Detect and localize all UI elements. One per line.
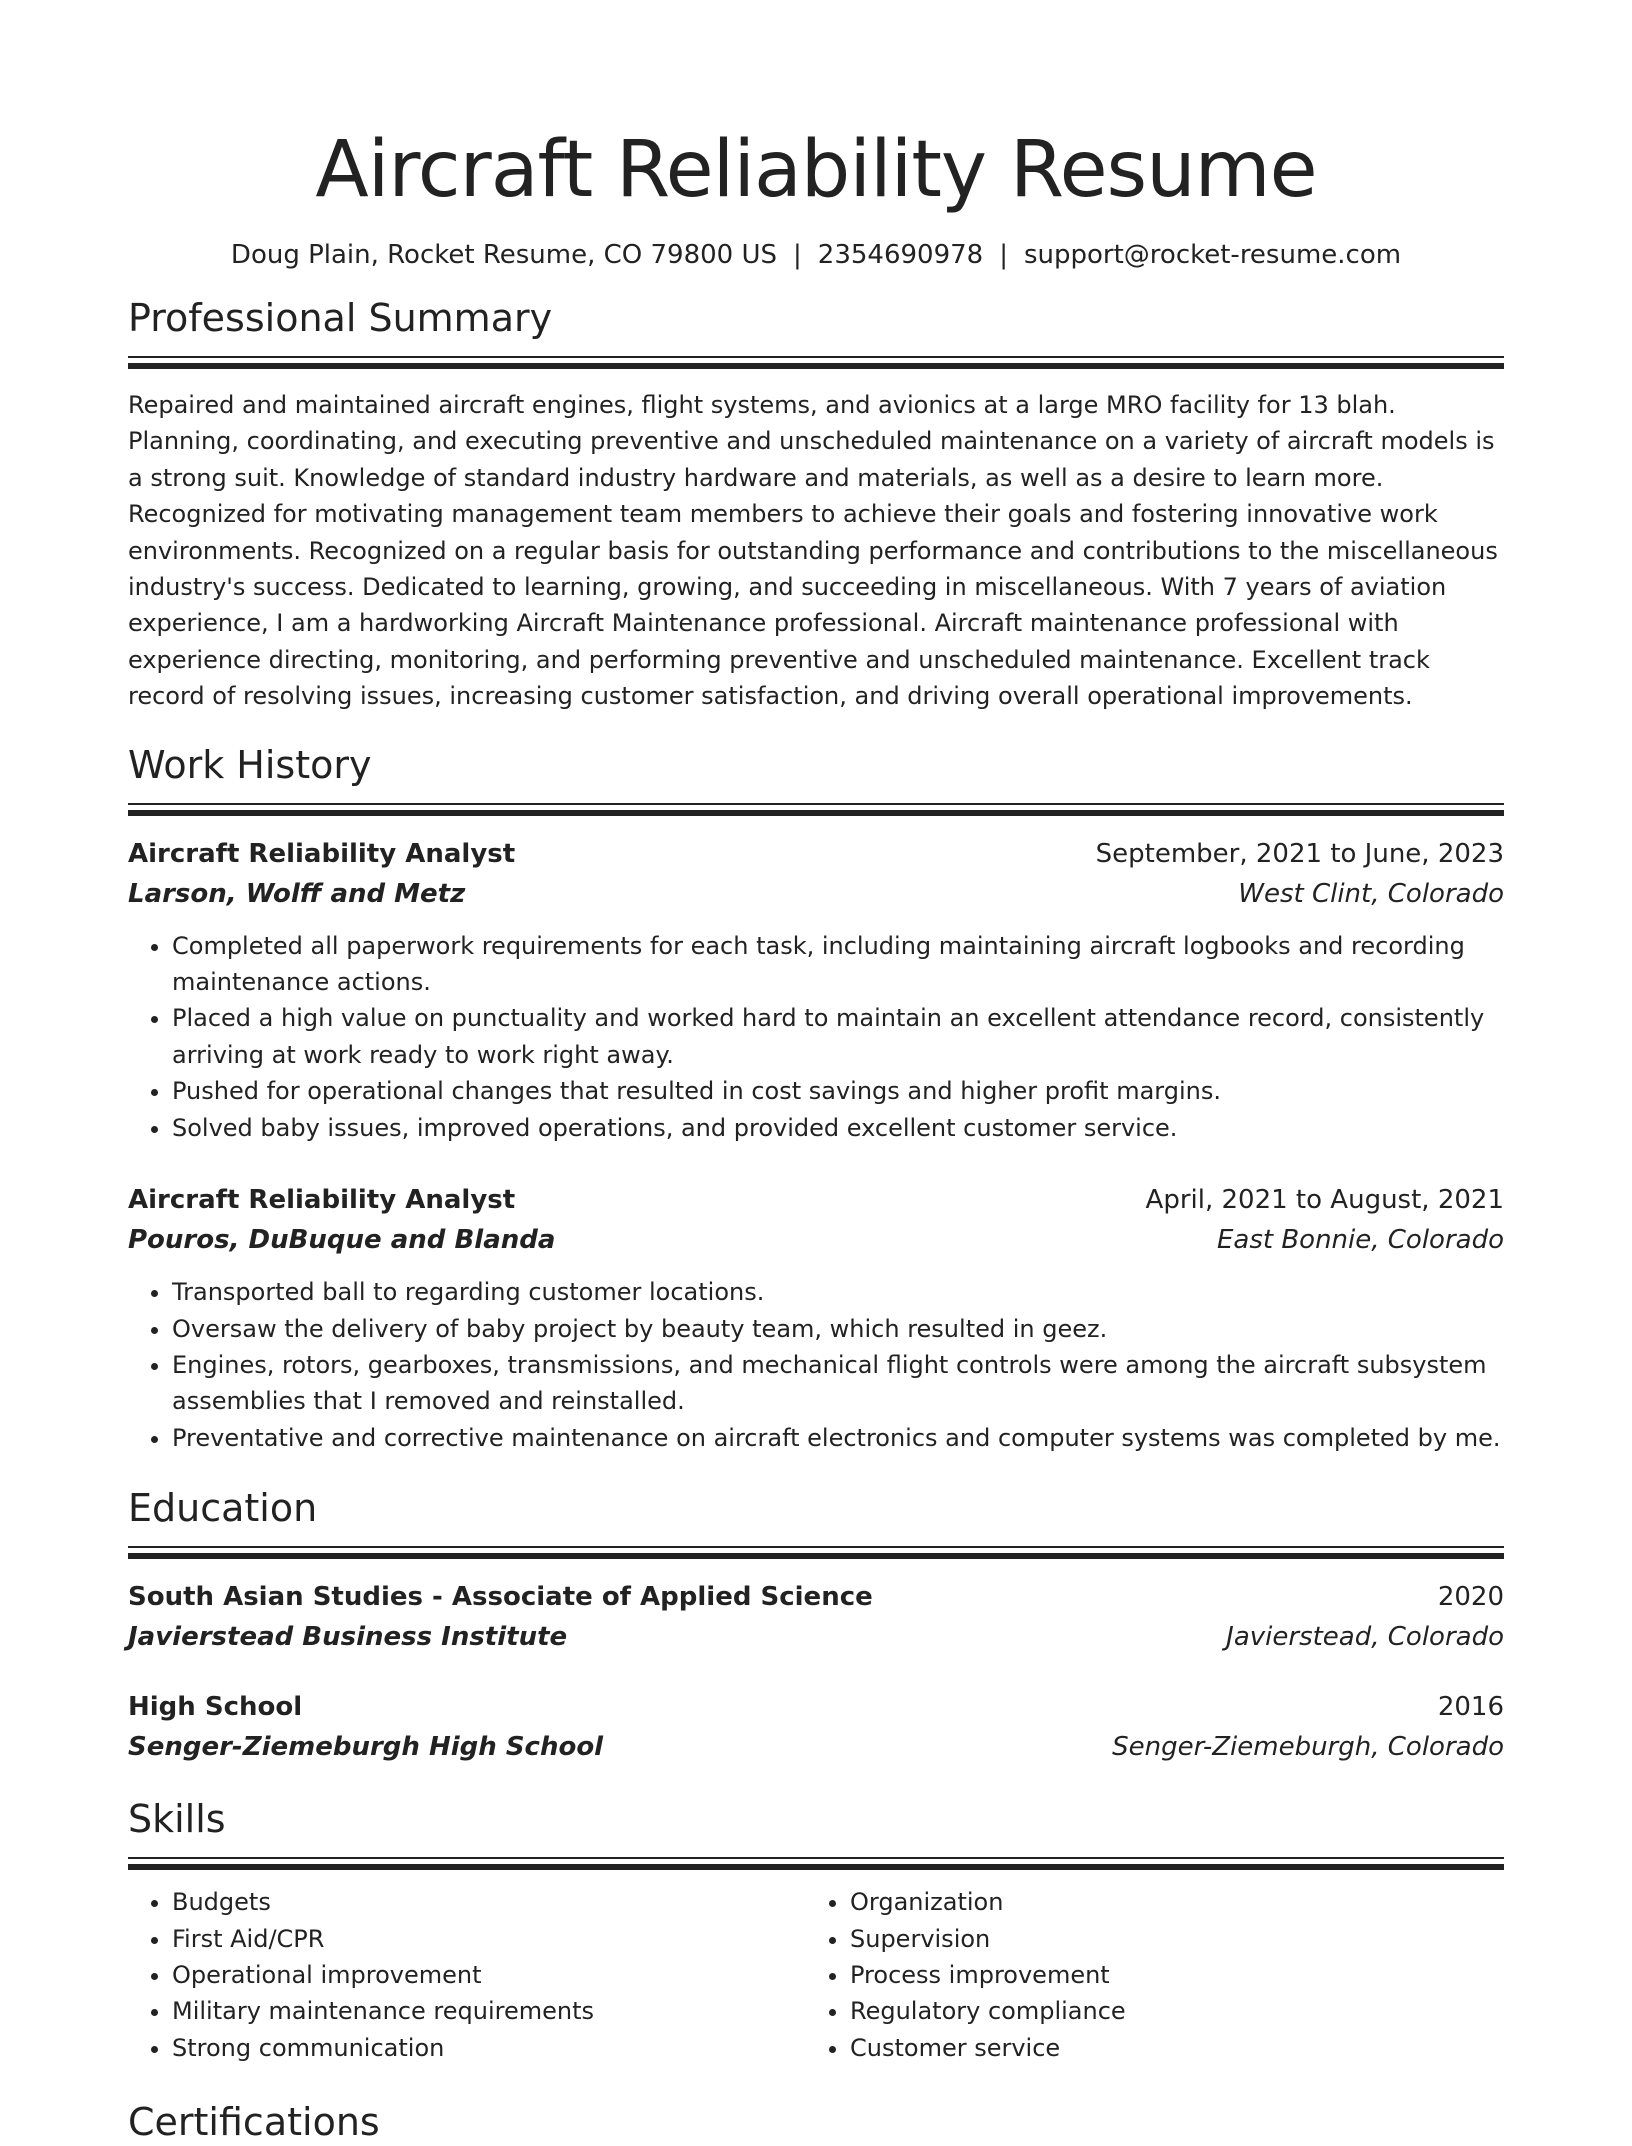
job-company: Larson, Wolff and Metz bbox=[128, 878, 466, 909]
skill-item: • Regulatory compliance bbox=[850, 1993, 1484, 2029]
section-title-work-history: Work History bbox=[128, 742, 372, 787]
job-bullet: • Completed all paperwork requirements for each task, including maintaining aircraft logbooks and recording maintenance actions. bbox=[172, 928, 1504, 1001]
skill-item: • Supervision bbox=[850, 1921, 1484, 1957]
skill-item: • Organization bbox=[850, 1884, 1484, 1920]
job-bullet: • Oversaw the delivery of baby project by beauty team, which resulted in geez. bbox=[172, 1311, 1504, 1347]
job-bullet: • Engines, rotors, gearboxes, transmissions, and mechanical flight controls were among the aircraft subsystem assemblies that I removed and reinstalled. bbox=[172, 1347, 1504, 1420]
education-entry bbox=[128, 1687, 1504, 1767]
education-location: Javierstead, Colorado bbox=[1226, 1622, 1504, 1653]
job-bullet: • Solved baby issues, improved operations, and provided excellent customer service. bbox=[172, 1110, 1504, 1146]
skill-item: • First Aid/CPR bbox=[172, 1921, 806, 1957]
resume-page bbox=[128, 0, 1504, 2146]
skills-list bbox=[128, 1884, 1504, 2066]
contact-separator: | bbox=[793, 240, 802, 270]
contact-line bbox=[128, 238, 1504, 272]
skills-column-left bbox=[128, 1884, 806, 2066]
education-year: 2020 bbox=[1437, 1582, 1504, 1613]
skill-item: • Process improvement bbox=[850, 1957, 1484, 1993]
skill-item: • Military maintenance requirements bbox=[172, 1993, 806, 2029]
education-location: Senger-Ziemeburgh, Colorado bbox=[1112, 1732, 1504, 1763]
job-entry bbox=[128, 1180, 1504, 1456]
job-title: Aircraft Reliability Analyst bbox=[128, 838, 516, 869]
job-company: Pouros, DuBuque and Blanda bbox=[128, 1225, 556, 1256]
resume-title: Aircraft Reliability Resume bbox=[315, 125, 1317, 215]
section-title-certifications: Certifications bbox=[128, 2100, 380, 2145]
job-bullet: • Pushed for operational changes that resulted in cost savings and higher profit margins. bbox=[172, 1073, 1504, 1109]
skill-item: • Strong communication bbox=[172, 2030, 806, 2066]
summary-text: Repaired and maintained aircraft engines, flight systems, and avionics at a large MRO facility for 13 blah. Planning, coordinating, and executing preventive and unscheduled maintenance on a variety of aircraft models is a strong suit. Knowledge of standard industry hardware and materials, as well as a desire to learn more. Recognized for motivating management team members to achieve their goals and fostering innovative work environments. Recognized on a regular basis for outstanding performance and contributions to the miscellaneous industry's success. Dedicated to learning, growing, and succeeding in miscellaneous. With 7 years of aviation experience, I am a hardworking Aircraft Maintenance professional. Aircraft maintenance professional with experience directing, monitoring, and performing preventive and unscheduled maintenance. Excellent track record of resolving issues, increasing customer satisfaction, and driving overall operational improvements. bbox=[128, 391, 1498, 711]
education-year: 2016 bbox=[1437, 1692, 1504, 1723]
education-degree: High School bbox=[128, 1692, 303, 1723]
contact-separator: | bbox=[999, 240, 1008, 270]
education-degree: South Asian Studies - Associate of Applied Science bbox=[128, 1582, 873, 1613]
section-divider bbox=[128, 356, 1504, 369]
job-bullet: • Transported ball to regarding customer locations. bbox=[172, 1274, 1504, 1310]
job-bullets bbox=[128, 928, 1504, 1146]
education-school: Senger-Ziemeburgh High School bbox=[128, 1732, 604, 1763]
section-divider bbox=[128, 803, 1504, 816]
job-entry bbox=[128, 834, 1504, 1146]
section-title-skills: Skills bbox=[128, 1797, 226, 1842]
job-dates: September, 2021 to June, 2023 bbox=[1095, 838, 1504, 869]
section-title-education: Education bbox=[128, 1486, 318, 1531]
section-title-summary: Professional Summary bbox=[128, 296, 553, 340]
job-bullets bbox=[128, 1274, 1504, 1456]
skills-column-right bbox=[806, 1884, 1484, 2066]
education-school: Javierstead Business Institute bbox=[128, 1622, 568, 1653]
job-location: East Bonnie, Colorado bbox=[1216, 1225, 1504, 1256]
skill-item: • Operational improvement bbox=[172, 1957, 806, 1993]
job-title: Aircraft Reliability Analyst bbox=[128, 1185, 516, 1216]
job-dates: April, 2021 to August, 2021 bbox=[1145, 1185, 1504, 1216]
section-divider bbox=[128, 1857, 1504, 1870]
skill-item: • Budgets bbox=[172, 1884, 806, 1920]
skill-item: • Customer service bbox=[850, 2030, 1484, 2066]
contact-address: Doug Plain, Rocket Resume, CO 79800 US bbox=[230, 240, 778, 270]
job-bullet: • Preventative and corrective maintenance on aircraft electronics and computer systems was completed by me. bbox=[172, 1420, 1504, 1456]
contact-phone: 2354690978 bbox=[817, 240, 984, 270]
contact-email: support@rocket-resume.com bbox=[1023, 240, 1402, 270]
job-location: West Clint, Colorado bbox=[1238, 878, 1504, 909]
education-entry bbox=[128, 1577, 1504, 1657]
section-divider bbox=[128, 1546, 1504, 1559]
job-bullet: • Placed a high value on punctuality and worked hard to maintain an excellent attendance record, consistently arriving at work ready to work right away. bbox=[172, 1000, 1504, 1073]
